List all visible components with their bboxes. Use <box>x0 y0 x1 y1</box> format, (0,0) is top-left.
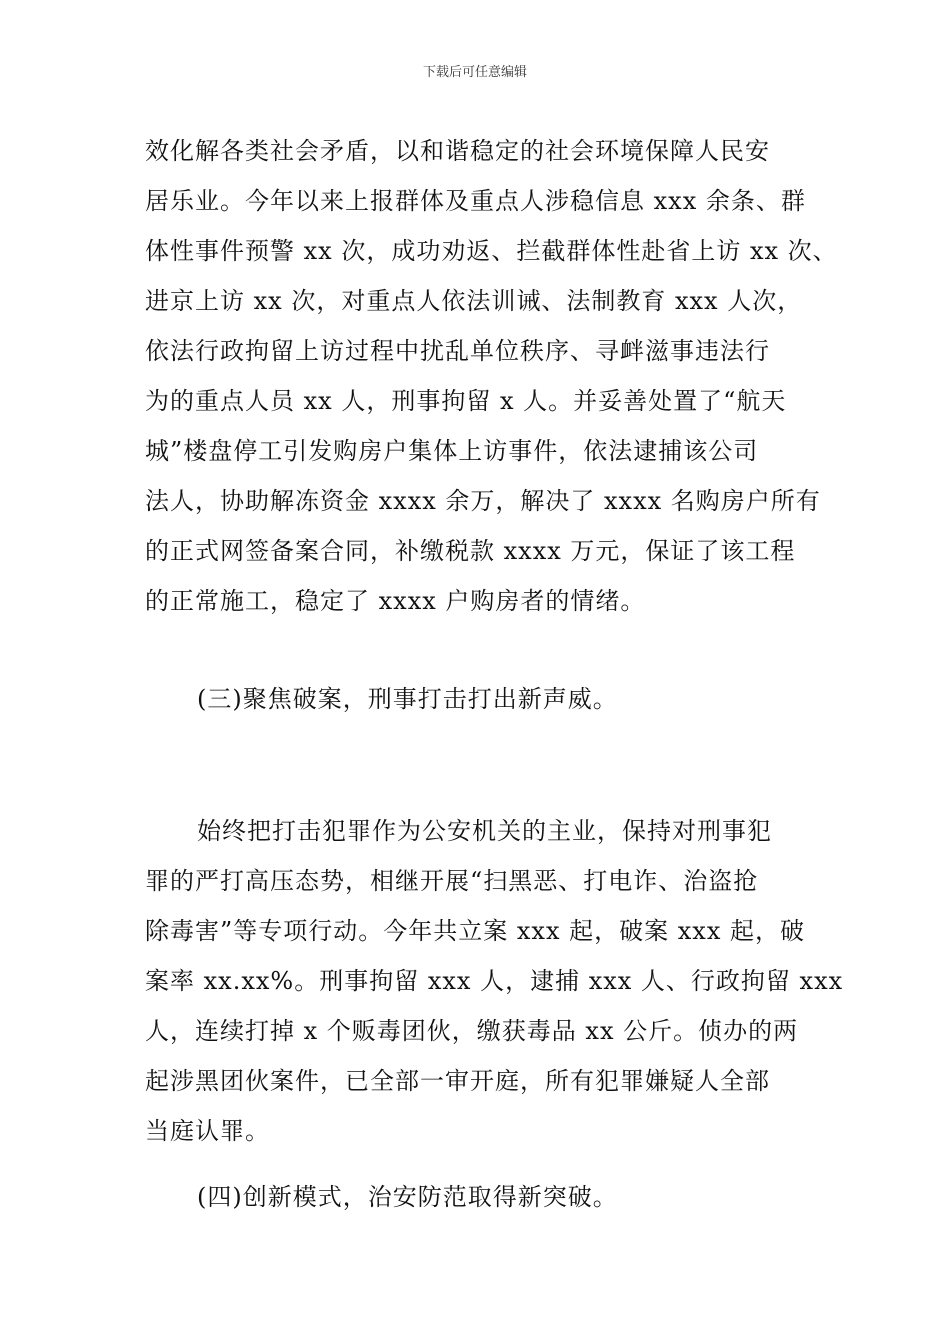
paragraph-line: 当庭认罪。 <box>145 1117 270 1145</box>
paragraph-line: 法人，协助解冻资金 xxxx 余万，解决了 xxxx 名购房户所有 <box>145 487 821 515</box>
paragraph-line: 依法行政拘留上访过程中扰乱单位秩序、寻衅滋事违法行 <box>145 337 770 365</box>
paragraph-line: 除毒害”等专项行动。今年共立案 xxx 起，破案 xxx 起，破 <box>145 917 805 945</box>
paragraph-line: 罪的严打高压态势，相继开展“扫黑恶、打电诈、治盗抢 <box>145 867 759 895</box>
paragraph-line: 起涉黑团伙案件，已全部一审开庭，所有犯罪嫌疑人全部 <box>145 1067 770 1095</box>
paragraph-line: 始终把打击犯罪作为公安机关的主业，保持对刑事犯 <box>197 817 772 845</box>
paragraph-2 <box>145 806 844 1156</box>
paragraph-1 <box>145 126 838 626</box>
paragraph-line: 案率 xx.xx%。刑事拘留 xxx 人，逮捕 xxx 人、行政拘留 xxx <box>145 967 844 995</box>
paragraph-line: 的正式网签备案合同，补缴税款 xxxx 万元，保证了该工程 <box>145 537 796 565</box>
paragraph-line: 人，连续打掉 x 个贩毒团伙，缴获毒品 xx 公斤。侦办的两 <box>145 1017 799 1045</box>
page-header: 下载后可任意编辑 <box>422 65 527 80</box>
section-heading-text: (四)创新模式，治安防范取得新突破。 <box>197 1183 618 1211</box>
section-heading-3 <box>145 674 815 724</box>
section-heading-4 <box>145 1172 815 1222</box>
paragraph-line: 效化解各类社会矛盾，以和谐稳定的社会环境保障人民安 <box>145 137 770 165</box>
paragraph-line: 为的重点人员 xx 人，刑事拘留 x 人。并妥善处置了“航天 <box>145 387 787 415</box>
paragraph-line: 的正常施工，稳定了 xxxx 户购房者的情绪。 <box>145 587 646 615</box>
paragraph-line: 体性事件预警 xx 次，成功劝返、拦截群体性赴省上访 xx 次、 <box>145 237 838 265</box>
paragraph-line: 进京上访 xx 次，对重点人依法训诫、法制教育 xxx 人次， <box>145 287 803 315</box>
paragraph-line: 城”楼盘停工引发购房户集体上访事件，依法逮捕该公司 <box>145 437 759 465</box>
section-heading-text: (三)聚焦破案，刑事打击打出新声威。 <box>197 685 618 713</box>
paragraph-line: 居乐业。今年以来上报群体及重点人涉稳信息 xxx 余条、群 <box>145 187 806 215</box>
